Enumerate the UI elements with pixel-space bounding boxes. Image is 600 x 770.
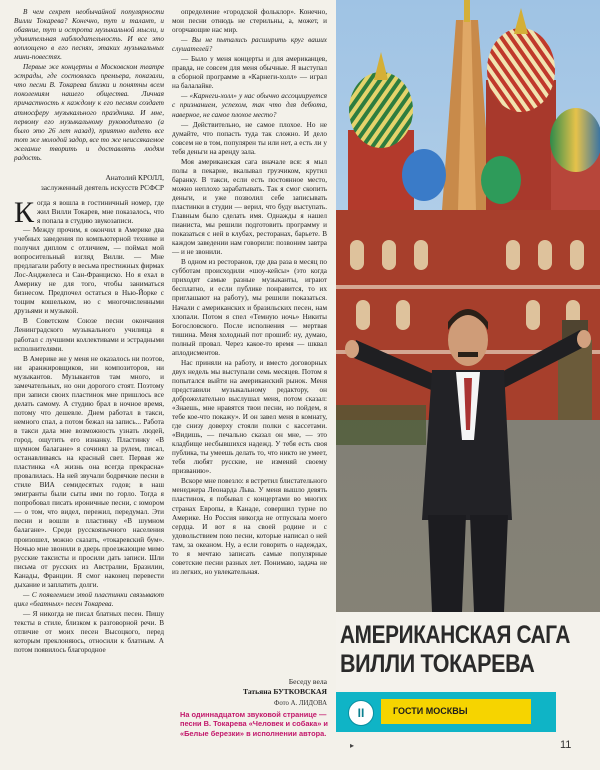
article-paragraph: — Между прочим, я окончил в Америке два учебных заведения по компьютерной технике и получил диплом с отличием, — поймал мой вопросительный взгляд Вилли. — Мне предлагали работу в весьма престижных фирмах Лос-Анджелеса и Сан-Франциско. Но я ехал в Америку не для того, чтобы заниматься бизнесом. Предпочел остаться в Нью-Йорке с тощим кошельком, но с многочисленными друзьями и музыкой.: [14, 225, 164, 316]
article-column-2: [172, 8, 327, 578]
page-number: 11: [560, 739, 572, 751]
rubric-badge: II: [348, 700, 374, 726]
article-paragraph: Вскоре мне повезло: я встретил блистательного менеджера Леонарда Львa. У меня вышло девять пластинок, я побывал с концертами во многих странах Европы, в Канаде, совершил турне по Америке. Но Россия никогда не отпускала моего сердца. И вот я на своей родине и с удовольствием пою песни, которые написал о ней там, за океаном. Ну, а если говорить о надеждах, то я мечтаю записать самые популярные советские песни разных лет. Понимаю, задача не из легких, но увлекательная.: [172, 477, 327, 576]
signature-name: Анатолий КРОЛЛ,: [105, 172, 164, 182]
quote-paragraph: Первые же концерты в Московском театре эстрады, где состоялась премьера, показали, что песни В. Токарева близки и понятны всем поколениям нашего общества. Личная причастность к каждому к его песням создает атмосферу музыкального праздника. И мне, первому его музыкальному руководителю (а было это 26 лет назад), приятно видеть все тот же молодой задор, все то же неиссякаемое желание творить и доставлять людям радость.: [14, 63, 165, 162]
cover-photo: [336, 0, 600, 612]
photo-credit: Фото А. ЛИДОВА: [273, 700, 327, 707]
saint-basil-cathedral-photo: [336, 0, 600, 612]
article-paragraph: — Было у меня концерты и для американцев, правда, не совсем для меня обычные. Я выступал в сборной программе в «Карнеги-холл» — играл на балалайке.: [172, 55, 327, 91]
drop-cap: К: [14, 195, 35, 229]
article-paragraph: определение «городской фольклор». Конечно, мои песни отнюдь не стерильны, а, может, и огорчающие нас мир.: [172, 8, 327, 35]
intro-text: огда я вошла в гостиничный номер, где жил Вилли Токарев, мне показалось, что я попала в студию звукозаписи.: [37, 198, 164, 225]
article-paragraph: — Я никогда не писал блатных песен. Пишу тексты в стиле, близком к разговорной речи. В отличие от моих песен Высоцкого, перед которым преклоняюсь, относили к блатным. А потом появилось благородное: [14, 609, 164, 655]
interviewer-question: — «Карнеги-холл» у нас обычно ассоциируется с признанием, успехом, так что для дебюта, наверное, не самое плохое место?: [172, 92, 327, 119]
quote-paragraph: В чем секрет необычайной популярности Вилли Токарева? Конечно, тут и талант, и обаяние, тут и острота музыкальной мысли, и удивительная наблюдательность. И все это воплощено в его песнях, этаких музыкальных мини-повестях.: [14, 8, 164, 62]
rubric-label: ГОСТИ МОСКВЫ: [381, 699, 531, 724]
audio-page-note: На одиннадцатом звуковой странице — песни В. Токарева «Человек и собака» и «Белые березки» в исполнении автора.: [180, 710, 328, 738]
byline-line-1: Беседу вела: [288, 677, 327, 686]
page-marker: ▸: [350, 741, 355, 750]
article-paragraph: Моя американская сага вначале вся: я мыл полы в пекарне, вкалывал грузчиком, крутил баранку. В такси, если есть постоянное место, можно неплохо зарабатывать. Так я смог скопить деньги, и уже позволил себе записывать пластинки в студии — верил, что буду выступать. Главным было сделать имя. Однажды я нашел пианиста, мы решили подготовить программу и показаться с ней в клубах, ресторанах, барьете. В каждом заведении нам говорили: позвоним завтра — и не звонили.: [172, 157, 327, 257]
byline: [209, 677, 327, 696]
article-paragraph: В Советском Союзе песни окончания Ленинградского музыкального училища я работал с лучшими коллективами и эстрадными исполнителями.: [14, 317, 164, 353]
article-column-1: [14, 8, 164, 656]
byline-author: Татьяна БУТКОВСКАЯ: [242, 686, 327, 696]
interviewer-question: — Вы не пытались расширить круг ваших слушателей?: [172, 36, 327, 54]
interviewer-question: — С появлением этой пластинки связывают цикл «блатных» песен Токарева.: [14, 590, 164, 608]
signature-title: заслуженный деятель искусств РСФСР: [40, 182, 164, 192]
article-paragraph: — Действительно, не самое плохое. Но не думайте, что попасть туда так сложно. И дело совсем не в том, популярен ты или нет, а есть ли у тебя деньги на аренду зала.: [172, 120, 327, 156]
intro-quote: [14, 8, 164, 163]
article-paragraph: Нас приняли на работу, и вместо договорных двух недель мы выступали семь месяцев. Потом я попытался выйти на американский рынок. Меня представили музыкальному редактору, он доброжелательно выслушал меня, потом сказал: «Знаешь, мне нравятся твои песни, но пойдем, я тебе кое-что покажу». И он завел меня в комнату, где снизу доверху стояли полки с кассетами. «Видишь, — печально сказал он мне, — это кладбище несбывшихся надежд. У тебя есть своя публика, ты умеешь делать то, что никто не умеет, тебя любят русские, не изменяй своему призванию».: [172, 358, 327, 476]
article-paragraph: В Америке же у меня не оказалось ни поэтов, ни аранжировщиков, ни композиторов, ни музыкантов. Музыкантов там много, и замечательных, но они дорогого стоят. Поэтому при записи своих пластинок мне пришлось все делать самому. А студию брал в ночное время, потому что дешевле. Днем работал в такси, немного спал, а потом бежал на запись... Работа в такси дала мне возможность узнать людей, город, ощутить его изнанку. Пластинку «В шумном балагане» я сочинял за рулем, писал, останавливаясь на красный свет. Первая же пластинка «А жизнь она всегда прекрасна» провалилась. На ней звучали бодрячкие песни в стиле ВИА семидесятых годов; в наш эмигранты были сыты ими по горло. Тогда я попробовал писать ироничные песни, с юмором — о том, что видел, пережил, передумал. Эти песни и вошли в пластинку «В шумном балагане». Среди русскоязычного населения произошел, можно сказать, «токаревский бум». Ночью мне звонили в дверь проезжающие мимо русские таксисты и просили дать записи. Шли письма от русских из Австралии, Бразилии, Канады, Франции. Я смог наконец перевести дыхание и заплатить долги.: [14, 354, 164, 589]
article-paragraph: В одном из ресторанов, где два раза в месяц по субботам происходили «шоу-кейсы» (это когда приходят самые разные музыканты, играют бесплатно, и если публике понравится, то их приглашают на работу), мы решили показаться. Начали с американских и бразильских песен, нам хлопали. Потом я спел «Темную ночь» Никиты Богословского. После исполнения — мертвая тишина. Меня холодный пот прошиб: ну, думаю, полный провал. Через какое-то время — шквал аплодисментов.: [172, 258, 327, 357]
quote-signature: [14, 173, 164, 193]
article-title-line-1: АМЕРИКАНСКАЯ САГА: [340, 621, 571, 649]
article-title-line-2: ВИЛЛИ ТОКАРЕВА: [340, 650, 535, 678]
article-intro: [14, 195, 164, 229]
